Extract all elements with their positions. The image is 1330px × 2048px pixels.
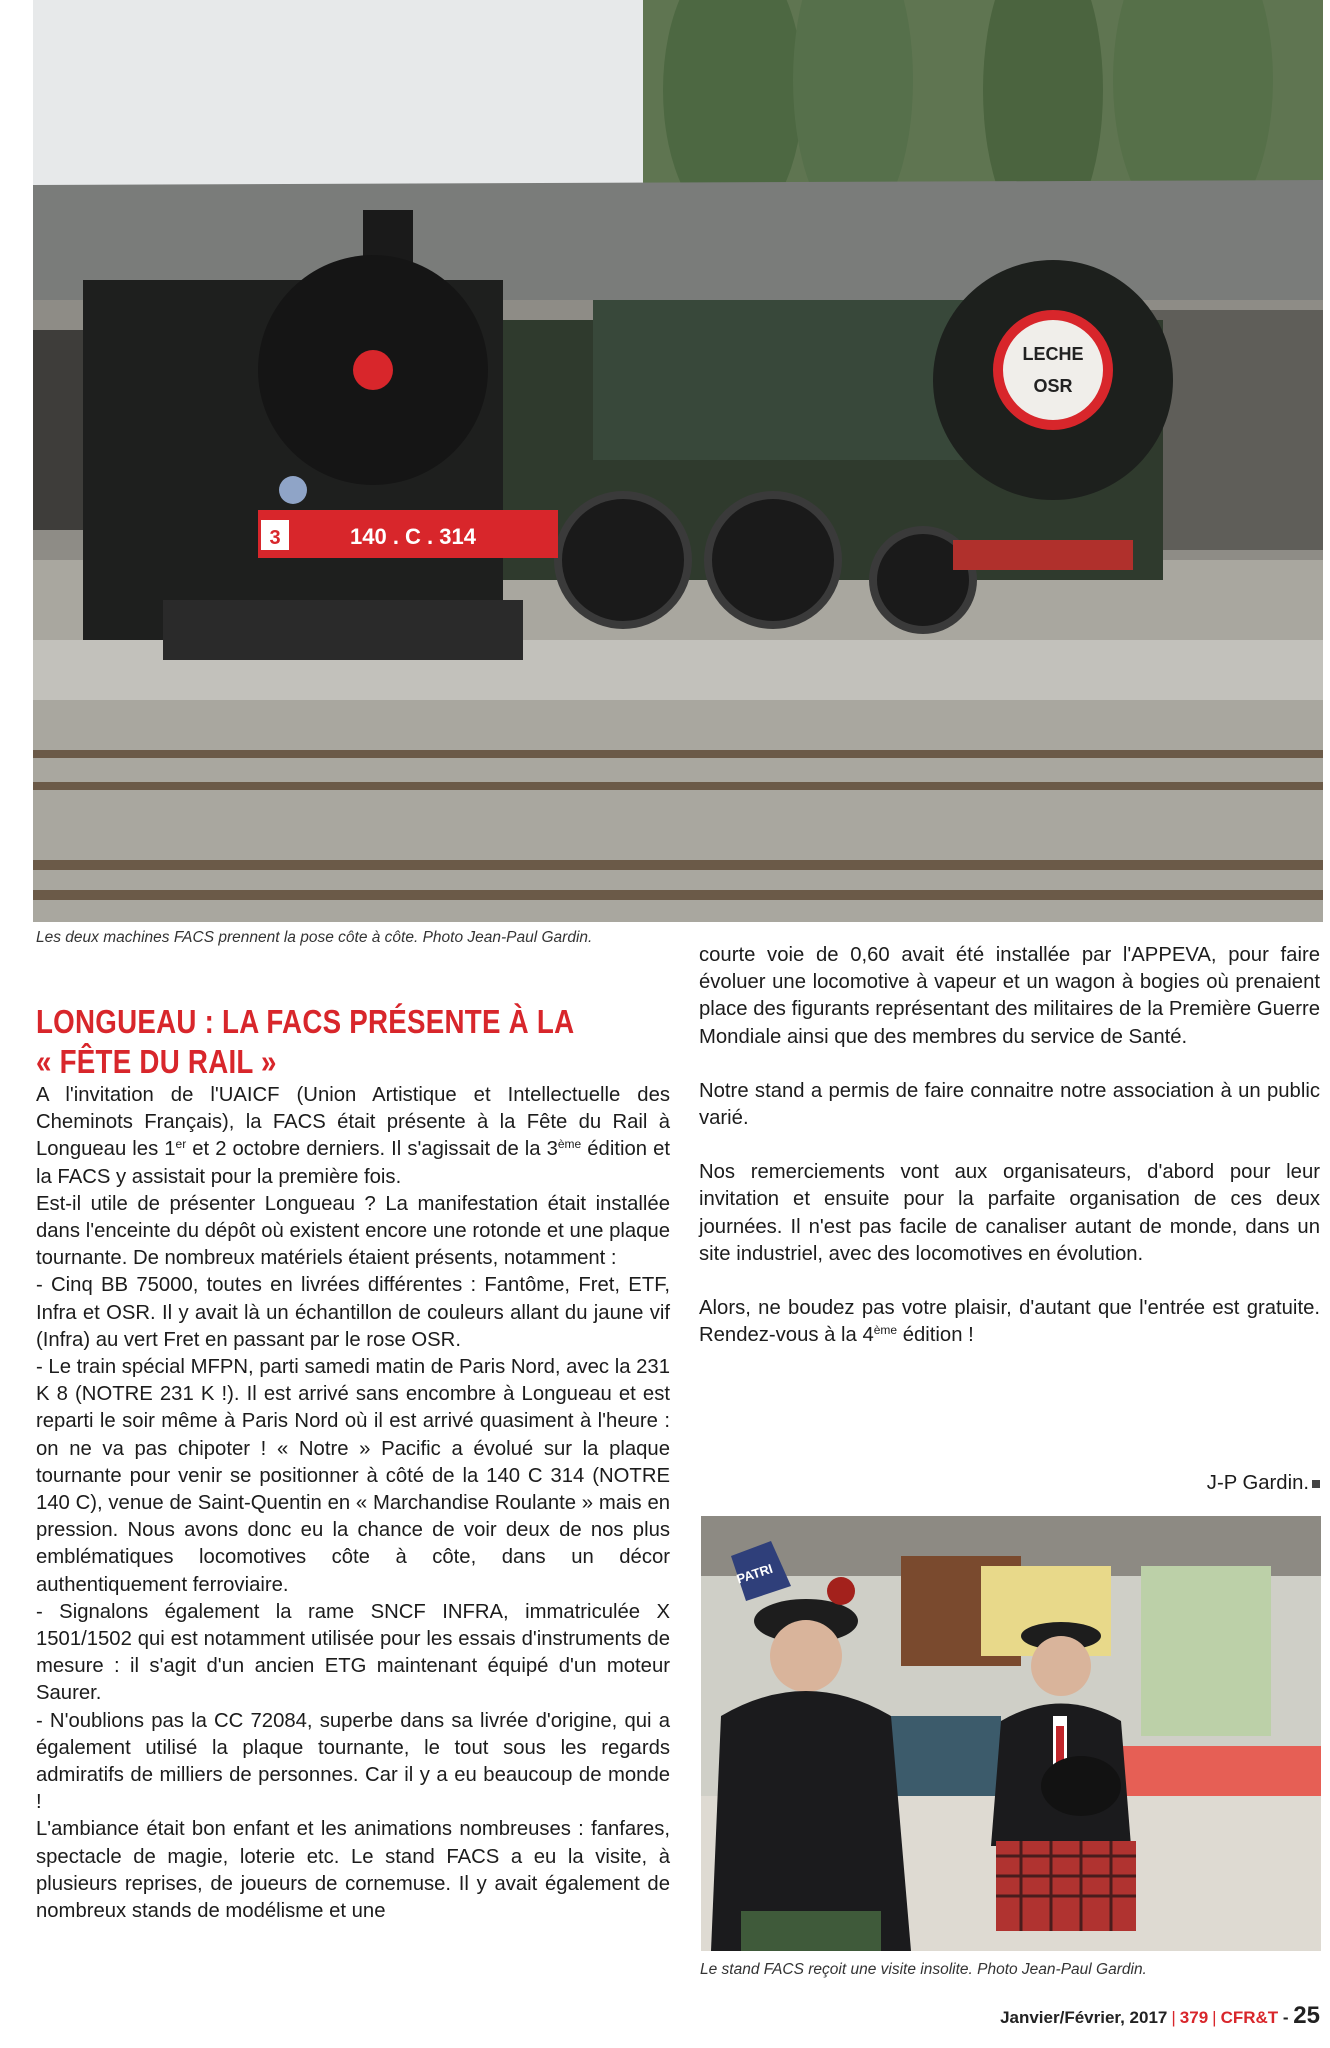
loco-plate: 140 . C . 314 xyxy=(350,524,476,549)
sign-text-top: LECHE xyxy=(1022,344,1084,364)
bottom-photo-caption: Le stand FACS reçoit une visite insolite. Photo Jean-Paul Gardin. xyxy=(700,1961,1147,1978)
page-footer: Janvier/Février, 2017 | 379 | CFR&T - 25 xyxy=(1000,2002,1320,2029)
sign-text-bottom: OSR xyxy=(1033,376,1073,396)
paragraph-ambiance: L'ambiance était bon enfant et les animations nombreuses : fanfares, spectacle de magie, loterie etc. Le stand FACS a eu la visite, à plusieurs reprises, de joueurs de cornemuse. Il y avait également de nombreux stands de modélisme et une xyxy=(36,1818,670,1923)
locomotives-photo xyxy=(33,0,1323,922)
paragraph-bb75000: - Cinq BB 75000, toutes en livrées différentes : Fantôme, Fret, ETF, Infra et OSR. Il y avait là un échantillon de couleurs allant du jaune vif (Infra) au vert Fret en passant par le rose OSR. xyxy=(36,1274,670,1351)
paragraph-stand: Notre stand a permis de faire connaitre notre association à un public varié. xyxy=(699,1079,1320,1130)
paragraph-longueau: Est-il utile de présenter Longueau ? La manifestation était installée dans l'enceinte du dépôt où existent encore une rotonde et une plaque tournante. De nombreux matériels étaient présents, notamment : xyxy=(36,1192,670,1270)
footer-date: Janvier/Février, 2017 xyxy=(1000,2008,1168,2027)
article-column-right xyxy=(699,942,1320,1349)
top-photo xyxy=(33,0,1323,922)
article-column-left xyxy=(36,1082,670,1925)
paragraph-intro: A l'invitation de l'UAICF (Union Artistique et Intellectuelle des Cheminots Français), la FACS était présente à la Fête du Rail à Longueau les 1er et 2 octobre derniers. Il s'agissait de la 3ème édition et la FACS y assistait pour la première fois. xyxy=(36,1084,670,1188)
article-headline: LONGUEAU : LA FACS PRÉSENTE À LA « FÊTE DU RAIL » xyxy=(36,1003,574,1081)
bottom-photo xyxy=(701,1516,1321,1951)
paragraph-thanks: Nos remerciements vont aux organisateurs, d'abord pour leur invitation et ensuite pour la parfaite organisation de ces deux journées. Il n'est pas facile de canaliser autant de monde, dans un site industriel, avec des locomotives en évolution. xyxy=(699,1161,1320,1265)
author-signature: J-P Gardin. xyxy=(1207,1472,1320,1495)
footer-issue: 379 xyxy=(1179,2008,1209,2027)
end-mark-icon xyxy=(1312,1480,1320,1488)
footer-magazine: CFR&T xyxy=(1220,2008,1279,2027)
bagpipers-photo xyxy=(701,1516,1321,1951)
top-photo-caption: Les deux machines FACS prennent la pose côte à côte. Photo Jean-Paul Gardin. xyxy=(36,929,593,946)
paragraph-sncf-infra: - Signalons également la rame SNCF INFRA, immatriculée X 1501/1502 qui est notamment utilisée pour les essais d'instruments de mesure : il s'agit d'un ancien ETG maintenant équipé d'un moteur Saurer. xyxy=(36,1600,670,1705)
banner-text: PATRI xyxy=(734,1560,775,1587)
paragraph-appeva: courte voie de 0,60 avait été installée par l'APPEVA, pour faire évoluer une locomotive à vapeur et un wagon à bogies où prenaient place des figurants représentant des militaires de la Première Guerre Mondiale ainsi que des membres du service de Santé. xyxy=(699,944,1320,1048)
paragraph-train-mfpn: - Le train spécial MFPN, parti samedi matin de Paris Nord, avec la 231 K 8 (NOTRE 231 K !). Il est arrivé sans encombre à Longueau et est reparti le soir même à Paris Nord où il est arrivé quasiment à l'heure : on ne va pas chipoter ! « Notre » Pacific a évolué sur la plaque tournante pour venir se positionner à côté de la 140 C 314 (NOTRE 140 C), venue de Saint-Quentin en « Marchandise Roulante » mais en pression. Nous avons donc eu la chance de voir deux de nos plus emblématiques locomotives côte à côte, dans un décor authentiquement ferroviaire. xyxy=(36,1356,670,1596)
paragraph-cc72084: - N'oublions pas la CC 72084, superbe dans sa livrée d'origine, qui a également utilisé la plaque tournante, le tout sous les regards admiratifs de milliers de personnes. Car il y a eu beaucoup de monde ! xyxy=(36,1709,670,1814)
loco-number: 3 xyxy=(269,527,281,549)
paragraph-closing: Alors, ne boudez pas votre plaisir, d'autant que l'entrée est gratuite. Rendez-vous à la 4ème édition ! xyxy=(699,1297,1320,1347)
page-number: 25 xyxy=(1293,2002,1320,2029)
